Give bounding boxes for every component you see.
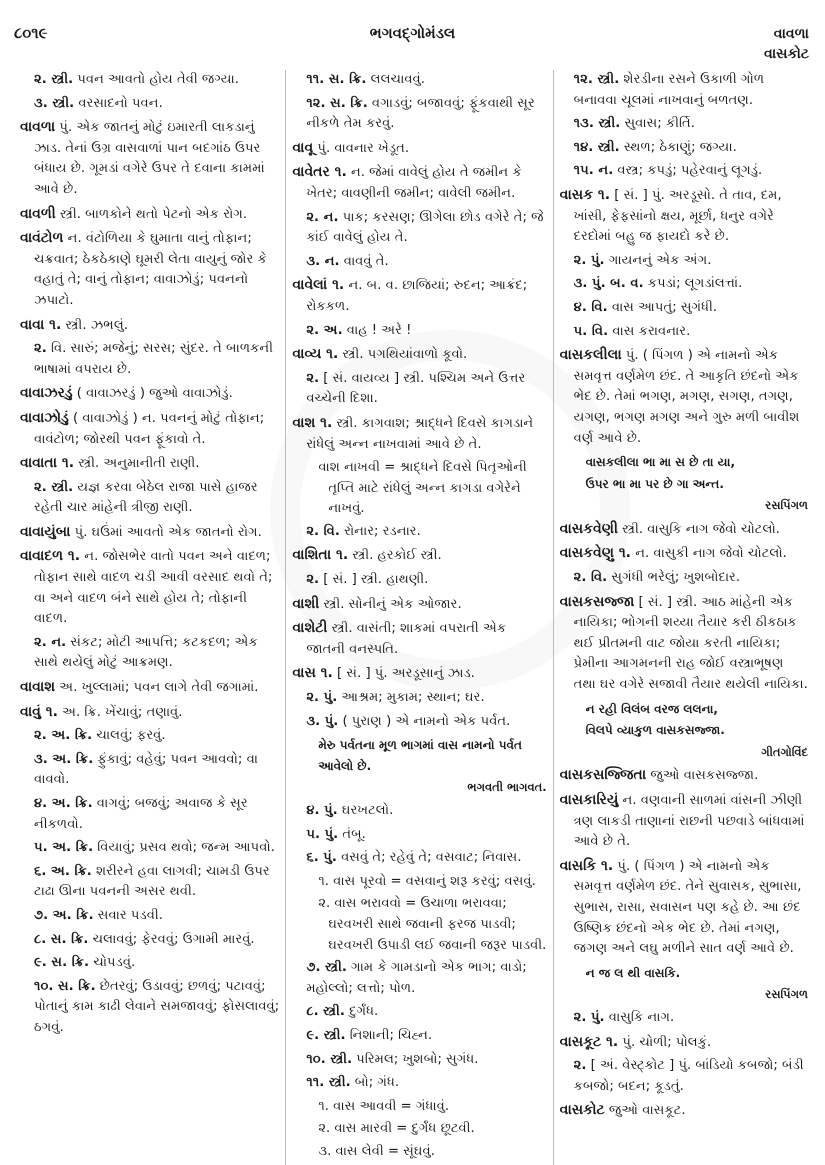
sense: [34, 726, 279, 747]
sense-label: ૧૨. સ. ક્રિ.: [306, 95, 368, 111]
headword: વાશિતા ૧.: [292, 547, 349, 564]
definition: વગાડવું; બજાવવું; ફૂંકવાથી સૂર નીકળે તેમ કરવું.: [306, 95, 535, 132]
dictionary-entry: [560, 543, 808, 565]
dictionary-entry: [292, 162, 546, 204]
column-3: [553, 70, 814, 1165]
sense-label: ૫. વિ.: [573, 323, 609, 339]
sense-label: ૨.: [306, 370, 320, 386]
sense-label: ૧૪. સ્ત્રી.: [573, 139, 620, 155]
definition: પું. ઘઉંમાં આવતો એક જાતનો રોગ.: [70, 524, 262, 540]
sense-label: ૪. પું.: [306, 803, 338, 818]
definition: પું. એક જાતનું મોટું ઇમારતી લાકડાનું ઝાડ. તેનાં ઉગ્ર વાસવાળાં પાન બદગાંઠ ઉપર બંધાય છે. ગૂમડાં વગેરે ઉપર તે દવાના કામમાં આવે છે.: [34, 120, 265, 197]
definition: સ્ત્રી. હરકોઈ સ્ત્રી.: [348, 548, 442, 564]
dictionary-entry: [20, 546, 279, 629]
definition: પું. ( પિંગળ ) એ નામનો એક સમવૃત્ત વર્ણમેળ છંદ. તે આકૃતિ છંદનો એક ભેદ છે. તેમાં ભગણ, મગણ, સગણ, તગણ, યગણ, ભગણ મગણ અને ગુરુ મળી બાવીશ વર્ણ આવે છે.: [573, 348, 800, 446]
definition: [ સં. ] સ્ત્રી. હાથણી.: [319, 572, 429, 588]
sense: [306, 1002, 546, 1023]
sense: [306, 522, 546, 543]
dictionary-columns: [14, 70, 814, 1165]
sense-label: ૩. પું.: [306, 713, 339, 729]
sense-label: ૨. સ્ત્રી.: [34, 479, 74, 495]
headword: વાવાયુંબા: [20, 523, 71, 540]
headword: વાસકવેણી: [559, 520, 618, 537]
definition: જુઓ વાસકસજ્જા.: [646, 768, 759, 784]
definition: યજ્ઞ કરવા બેઠેલ રાજા પાસે હાજર રહેતી ચાર માંહેની ત્રીજી રાણી.: [34, 479, 258, 516]
column-1: [14, 70, 285, 1165]
definition: ફુંકાવું; વહેવું; પવન આવવો; વા વાવવો.: [34, 751, 259, 788]
definition: ( વાવાઝરડું ) જુઓ વાવાઝોડું.: [72, 386, 233, 402]
definition: પાક; કરસણ; ઊગેલા છોડ વગેરે તે; જે કાંઈ વાવેલું હોય તે.: [306, 209, 544, 246]
dictionary-entry: [20, 204, 279, 226]
definition: સવાર પડવી.: [93, 907, 163, 923]
definition: સ્ત્રી. સોનીનું એક ઓજાર.: [319, 596, 462, 612]
dictionary-entry: [20, 315, 279, 337]
definition: ન. વણવાની સાળમાં વાંસની ઝીણી ત્રણ લાકડી તાણાનાં રાછની પછવાડે બાંધવામાં આવે છે તે.: [573, 793, 805, 850]
headword: વાવળા: [20, 119, 56, 136]
definition: સુવાસ; કીર્તિ.: [620, 116, 695, 132]
headword: વાસક ૧.: [559, 186, 611, 203]
sense: [574, 1056, 808, 1097]
sense-label: ૩. ન.: [306, 253, 340, 269]
quotation-source: રસપિંગળ: [765, 498, 808, 513]
sense-label: ૧૧. સ્ત્રી.: [306, 1075, 351, 1091]
definition: ન. વાસુકી નાગ જેવો ચોટલો.: [631, 546, 787, 562]
guide-word-last: વાસકોટ: [763, 46, 809, 62]
definition: ( વાવાઝોડું ) ન. પવનનું મોટું તોફાન; વાવંટોળ; જોરથી પવન ફૂંકાવો તે.: [34, 410, 265, 447]
sense: [34, 750, 279, 791]
sense-label: ૩. પું. બ. વ.: [573, 276, 644, 292]
definition: વાસુકિ નાગ.: [604, 1009, 675, 1025]
definition: પું. વાવનાર ખેડૂત.: [313, 140, 410, 156]
sense: [34, 339, 279, 380]
sense-label: ૯. સ્ત્રી.: [306, 1027, 346, 1043]
sense-label: ૭. અ. ક્રિ.: [34, 907, 94, 923]
sense-label: ૪. અ. ક્રિ.: [34, 796, 93, 811]
sense-label: ૨. વિ.: [573, 570, 608, 586]
sense: [574, 298, 808, 319]
quotation: ન રહી વિલંબ વરજ લલના,: [585, 701, 718, 716]
headword: વાસકસજ્જા: [559, 593, 635, 610]
quotation-source: ગીતગોવિંદ: [761, 744, 808, 759]
idiom: ૨. વાસ ભરાવવો = ઉચાળા ભરાવવા; ઘરવખરી સાથે જવાની ફરજ પાડવી; ઘરવખરી ઉપાડી લઈ જવાની જરૂર પાડવી.: [318, 896, 547, 953]
idiom: ૩. વાસ લેવી = સૂંઘવું.: [318, 1143, 435, 1159]
sense: [34, 794, 279, 835]
dictionary-entry: [20, 383, 279, 405]
sense-label: ૧૦. સ્ત્રી.: [306, 1051, 353, 1067]
definition: બો; ગંધ.: [350, 1075, 400, 1091]
sense-label: ૨. પું.: [573, 252, 605, 268]
sense-label: ૨. સ્ત્રી.: [34, 72, 74, 87]
definition: વાવવું તે.: [339, 253, 389, 269]
headword: વાસકવેણુ ૧.: [559, 545, 631, 562]
sense: [34, 478, 279, 519]
guide-words: [764, 24, 809, 64]
definition: [ સં. ] પું. અરડૂસાનું ઝાડ.: [332, 666, 475, 682]
definition: વાસ કરાવનાર.: [608, 323, 691, 339]
headword: વાસકૂટ ૧.: [559, 1033, 619, 1050]
dictionary-entry: [560, 592, 808, 696]
sense: [34, 838, 279, 859]
sense-label: ૧૧. સ. ક્રિ.: [306, 72, 367, 87]
page-number: ૮૦૧૯: [14, 24, 48, 42]
sense: [306, 801, 546, 822]
quotation: ઉપર ભા મા પર છે ગા અન્ત.: [585, 476, 724, 491]
definition: [ સં. ] પું. અરડૂસો. તે તાવ, દમ, ખાંસી, ફેફસાંનો ક્ષય, મૂર્છા, ધનુર વગેરે દરદોમાં બહુ જ ફાયદો કરે છે.: [573, 187, 782, 245]
sense-label: ૨. પું.: [306, 690, 338, 706]
sense: [306, 94, 546, 135]
definition: લલચાવવું.: [366, 72, 425, 87]
definition: [ અં. વેસ્ટ્કોટ ] પું. બાંડિયો કબજો; બંડી કબજો; બદન; કૂડતું.: [573, 1058, 804, 1094]
guide-word-first: વાવળા: [773, 26, 809, 42]
sense: [574, 70, 808, 111]
dictionary-entry: [560, 765, 808, 787]
sense: [574, 322, 808, 343]
definition: કપડાં; લૂગડાંલત્તાં.: [643, 276, 743, 292]
sense-label: ૧૨. સ્ત્રી.: [573, 72, 620, 87]
sense: [306, 321, 546, 342]
dictionary-entry: [560, 856, 808, 960]
sense-label: ૩. સ્ત્રી.: [34, 95, 75, 111]
definition: પરિમલ; ખુશબો; સુગંધ.: [352, 1051, 479, 1067]
dictionary-entry: [560, 519, 808, 541]
dictionary-entry: [292, 594, 546, 616]
definition: દુર્ગંધ.: [344, 1004, 379, 1020]
definition: તંબૂ.: [338, 826, 366, 842]
definition: રોનાર; રડનાર.: [339, 523, 421, 539]
sense: [306, 70, 546, 91]
sense: [574, 1008, 808, 1029]
definition: સ્ત્રી. પગથિયાંવાળો કૂવો.: [338, 347, 468, 363]
definition: જુઓ વાસકૂટ.: [604, 1103, 686, 1119]
dictionary-entry: [20, 522, 279, 544]
definition: વાહ ! અરે !: [342, 322, 412, 338]
sense: [306, 848, 546, 869]
definition: સ્થળ; ઠેકાણું; જગ્યા.: [619, 139, 737, 155]
dictionary-entry: [560, 790, 808, 853]
definition: ચોપડવું.: [89, 955, 136, 971]
sense-label: ૨. અ.: [306, 322, 343, 338]
definition: સ્ત્રી. વાસુકિ નાગ જેવો ચોટલો.: [617, 521, 780, 537]
dictionary-entry: [292, 138, 546, 160]
definition: ( પુરાણ ) એ નામનો એક પર્વત.: [338, 713, 511, 729]
definition: વસવું તે; રહેવું તે; વસવાટ; નિવાસ.: [336, 850, 522, 866]
sense-label: ૮. સ્ત્રી.: [306, 1004, 345, 1020]
definition: ન. બ. વ. છાજિયાં; રુદન; આક્રંદ; રોકકળ.: [306, 278, 528, 314]
definition: [ સં. ] સ્ત્રી. આઠ માંહેની એક નાયિકા; ભોગની શય્યા તૈયાર કરી ઠીકઠાક થઈ પ્રીતમની વાટ જોયા કરતી નાયિકા; પ્રેમીના આગમનની રાહ જોઈ વસ્ત્રાભૂષણ તથા ઘર વગેરે સજાવી તૈયાર થયેલી નાયિકા.: [573, 594, 808, 693]
headword: વાશી: [292, 595, 320, 612]
sense: [34, 906, 279, 927]
sense: [306, 958, 546, 999]
definition: શેરડીના રસને ઉકાળી ગોળ બનાવવા ચૂલમાં નાખવાનું બળતણ.: [573, 72, 765, 108]
idiom: વાશ નાખવી = શ્રાદ્ધને દિવસે પિતૃઓની તૃપ્તિ માટે રાંધેલું અન્ન કાગડા વગેરેને નાખવું.: [318, 460, 527, 517]
idiom: ૧. વાસ પૂરવો = વસવાનું શરૂ કરવું; વસવું.: [318, 873, 536, 889]
sense: [574, 251, 808, 272]
sense: [306, 688, 546, 709]
sense-label: ૫. પું.: [306, 826, 339, 842]
sense: [306, 1073, 546, 1094]
book-title: ભગવદ્ગોમંડલ: [369, 24, 456, 42]
dictionary-entry: [292, 545, 546, 567]
dictionary-entry: [292, 618, 546, 660]
dictionary-entry: [292, 275, 546, 317]
idiom: ૨. વાસ મારવી = દુર્ગંધ છૂટવી.: [318, 1121, 475, 1137]
definition: વસ્ત્ર; કપડું; પહેરવાનું લૂગડું.: [613, 163, 763, 179]
sense-label: ૨. ન.: [34, 634, 67, 650]
dictionary-entry: [560, 345, 808, 449]
sense: [306, 570, 546, 591]
column-2: [285, 70, 552, 1165]
headword: વાવળી: [20, 205, 56, 222]
definition: પું. ચોળી; પોલકું.: [618, 1034, 712, 1050]
headword: વાવૂ: [292, 139, 314, 156]
definition: શરીરને હવા લાગવી; ચામડી ઉપર ટાઢા ઊના પવનની અસર થવી.: [34, 863, 270, 900]
dictionary-entry: [292, 344, 546, 366]
sense: [306, 1050, 546, 1071]
headword: વાવ્ય ૧.: [292, 346, 339, 363]
quotation-source: ભગવતી ભાગવત.: [467, 780, 547, 795]
definition: અ. ક્રિ. ખેંચાવું; તણાવું.: [57, 704, 183, 720]
definition: છેતરવું; ઉડાવવું; છળવું; પટાવવું; પોતાનું કામ કાઢી લેવાને સમજાવવું; ફોસલાવવું; ઠગવું.: [34, 978, 280, 1035]
sense-label: ૬. પું.: [306, 850, 337, 866]
sense-label: ૨.: [573, 1058, 587, 1074]
headword: વાવાઝોડું: [20, 409, 69, 426]
headword: વાસકોટ: [559, 1102, 605, 1119]
definition: સ્ત્રી. બાળકોને થતો પેટનો એક રોગ.: [55, 206, 248, 222]
headword: વાવાદળ ૧.: [20, 548, 81, 565]
definition: અ. ખુલ્લામાં; પવન લાગે તેવી જગામાં.: [55, 680, 259, 696]
headword: વાવું ૧.: [20, 703, 58, 720]
definition: સ્ત્રી. કાગવાશ; શ્રાદ્ધને દિવસે કાગડાને રાંધેલું અન્ન નાખવામાં આવે છે તે.: [306, 415, 534, 452]
definition: ઘરખટલો.: [337, 803, 394, 818]
sense: [34, 633, 279, 674]
dictionary-entry: [20, 702, 279, 724]
definition: આશ્રમ; મુકામ; સ્થાન; ઘર.: [337, 690, 485, 706]
headword: વાવાઝરડું: [20, 385, 73, 402]
sense-label: ૬. અ. ક્રિ.: [34, 863, 92, 879]
headword: વાવેતર ૧.: [292, 164, 347, 181]
sense: [306, 252, 546, 273]
sense-label: ૫. અ. ક્રિ.: [34, 840, 94, 856]
sense: [306, 208, 546, 249]
dictionary-entry: [20, 677, 279, 699]
dictionary-entry: [560, 185, 808, 248]
sense: [574, 161, 808, 182]
sense: [574, 138, 808, 159]
definition: વિયાવું; પ્રસવ થવો; જન્મ આપવો.: [93, 840, 275, 856]
sense: [34, 70, 279, 91]
dictionary-entry: [560, 1100, 808, 1122]
definition: સ્ત્રી. અનુમાનીતી રાણી.: [74, 456, 200, 472]
quotation-source: રસપિંગળ: [765, 987, 808, 1002]
sense-label: ૧૩. સ્ત્રી.: [573, 116, 621, 132]
headword: વાવંટોળ: [20, 230, 64, 247]
definition: વાગવું; બજવું; અવાજ કે સૂર નીકળવો.: [34, 796, 248, 832]
sense: [34, 977, 279, 1039]
sense-label: ૮. સ. ક્રિ.: [34, 931, 89, 947]
sense-label: ૨. ન.: [306, 209, 339, 225]
definition: ન. જેમાં વાવેલું હોય તે જમીન કે ખેતર; વાવણીની જમીન; વાવેલી જમીન.: [306, 165, 522, 201]
sense-label: ૩. અ. ક્રિ.: [34, 751, 94, 767]
sense: [306, 825, 546, 846]
definition: [ સં. વાયવ્ય ] સ્ત્રી. પશ્ચિમ અને ઉત્તર વચ્ચેની દિશા.: [306, 370, 526, 407]
sense-label: ૨.: [306, 572, 320, 588]
definition: ગાયનનું એક અંગ.: [604, 252, 712, 268]
sense: [306, 369, 546, 410]
headword: વાશેટી: [292, 620, 328, 637]
headword: વાસકારિયું: [559, 792, 619, 808]
sense-label: ૭. સ્ત્રી.: [306, 960, 347, 976]
dictionary-entry: [292, 663, 546, 685]
dictionary-entry: [20, 408, 279, 450]
definition: ન. વંટોળિયા કે ઘુમાતા વાનું તોફાન; ચક્રવાત; ઠેકઠેકાણે ઘૂમરી લેતા વાયુનું જોર કે વહાતું તે; વાનું તોફાન; વાવાઝોડું; પવનનો ઝપાટો.: [34, 231, 267, 308]
sense-label: ૪. વિ.: [573, 299, 608, 315]
sense-label: ૨. વિ.: [306, 523, 340, 539]
definition: નિશાની; ચિહ્ન.: [345, 1027, 433, 1043]
definition: ચલાવવું; ફેરવવું; ઉગામી મારવું.: [88, 931, 255, 947]
definition: પવન આવતો હોય તેવી જગ્યા.: [73, 72, 239, 87]
definition: વાસ આપતું; સુગંધી.: [607, 299, 718, 315]
sense: [34, 862, 279, 903]
sense: [574, 568, 808, 589]
dictionary-entry: [20, 228, 279, 311]
sense: [34, 953, 279, 974]
definition: સ્ત્રી. વાસંતી; શાકમાં વપરાતી એક જાતની વનસ્પતિ.: [306, 621, 507, 657]
headword: વાવા ૧.: [20, 316, 62, 333]
idiom: ૧. વાસ આવવી = ગંધાવું.: [318, 1098, 450, 1114]
headword: વાસકિ ૧.: [559, 857, 614, 874]
sense: [574, 274, 808, 295]
definition: ગામ કે ગામડાનો એક ભાગ; વાડો; મહોલ્લો; લત્તો; પોળ.: [306, 960, 527, 996]
dictionary-entry: [292, 413, 546, 455]
sense-label: ૨.: [34, 341, 47, 357]
sense: [306, 712, 546, 733]
sense: [34, 930, 279, 951]
definition: સુગંધી ભરેલું; ખુશબોદાર.: [607, 570, 741, 586]
quotation: વિલપે વ્યાકુળ વાસકસજ્જા.: [585, 723, 725, 738]
quotation: મેરુ પર્વતના મૂળ ભાગમાં વાસ નામનો પર્વત આવેલો છે.: [318, 738, 522, 773]
sense-label: ૯. સ. ક્રિ.: [34, 955, 89, 971]
definition: વિ. સારું; મજેનું; સરસ; સુંદર. તે બાળકની ભાષામાં વપરાય છે.: [34, 341, 274, 377]
definition: વરસાદનો પવન.: [74, 95, 163, 111]
sense: [306, 1026, 546, 1047]
definition: પું. ( પિંગળ ) એ નામનો એક સમવૃત્ત વર્ણમેળ છંદ. તેને સુવાસક, સુભાસા, સુભાસ, રાસા, સવાસન પણ કહે છે. આ છંદ ઉષ્ણિક છંદનો એક ભેદ છે. તેમાં નગણ, જગણ અને લઘુ મળીને સાત વર્ણ આવે છે.: [573, 858, 802, 957]
headword: વાવાશ: [20, 679, 56, 696]
definition: ન. જોસભેર વાતો પવન અને વાદળ; તોફાન સાથે વાદળ ચડી આવી વરસાદ થવો તે; વા અને વાદળ બંને સાથે હોય તે; તોફાની વાદળ.: [34, 549, 273, 627]
sense: [574, 114, 808, 135]
sense-label: ૨. પું.: [573, 1009, 605, 1025]
headword: વાવાતા ૧.: [20, 455, 75, 472]
headword: વાસકસજ્જિતા: [559, 767, 647, 784]
sense-label: ૧૫. ન.: [573, 163, 614, 179]
headword: વાસ ૧.: [292, 665, 333, 682]
dictionary-entry: [560, 1032, 808, 1054]
headword: વાસકલીલા: [559, 347, 622, 364]
sense-label: ૧૦. સ. ક્રિ.: [34, 978, 96, 994]
sense-label: ૨. અ. ક્રિ.: [34, 728, 93, 744]
quotation: વાસકલીલા ભા મા સ છે તા યા,: [585, 455, 736, 470]
dictionary-entry: [20, 117, 279, 200]
definition: ચાલવું; ફરવું.: [92, 728, 166, 744]
sense: [34, 94, 279, 115]
definition: સ્ત્રી. ઝભલું.: [61, 317, 128, 333]
headword: વાશ ૧.: [292, 414, 333, 431]
headword: વાવેલાં ૧.: [292, 277, 345, 294]
quotation: ન જ લ થી વાસકિ.: [585, 965, 681, 980]
page-header: [0, 16, 825, 66]
definition: સંકટ; મોટી આપત્તિ; કટકદળ; એક સાથે થયેલું મોટું આક્રમણ.: [34, 634, 258, 671]
dictionary-entry: [20, 453, 279, 475]
